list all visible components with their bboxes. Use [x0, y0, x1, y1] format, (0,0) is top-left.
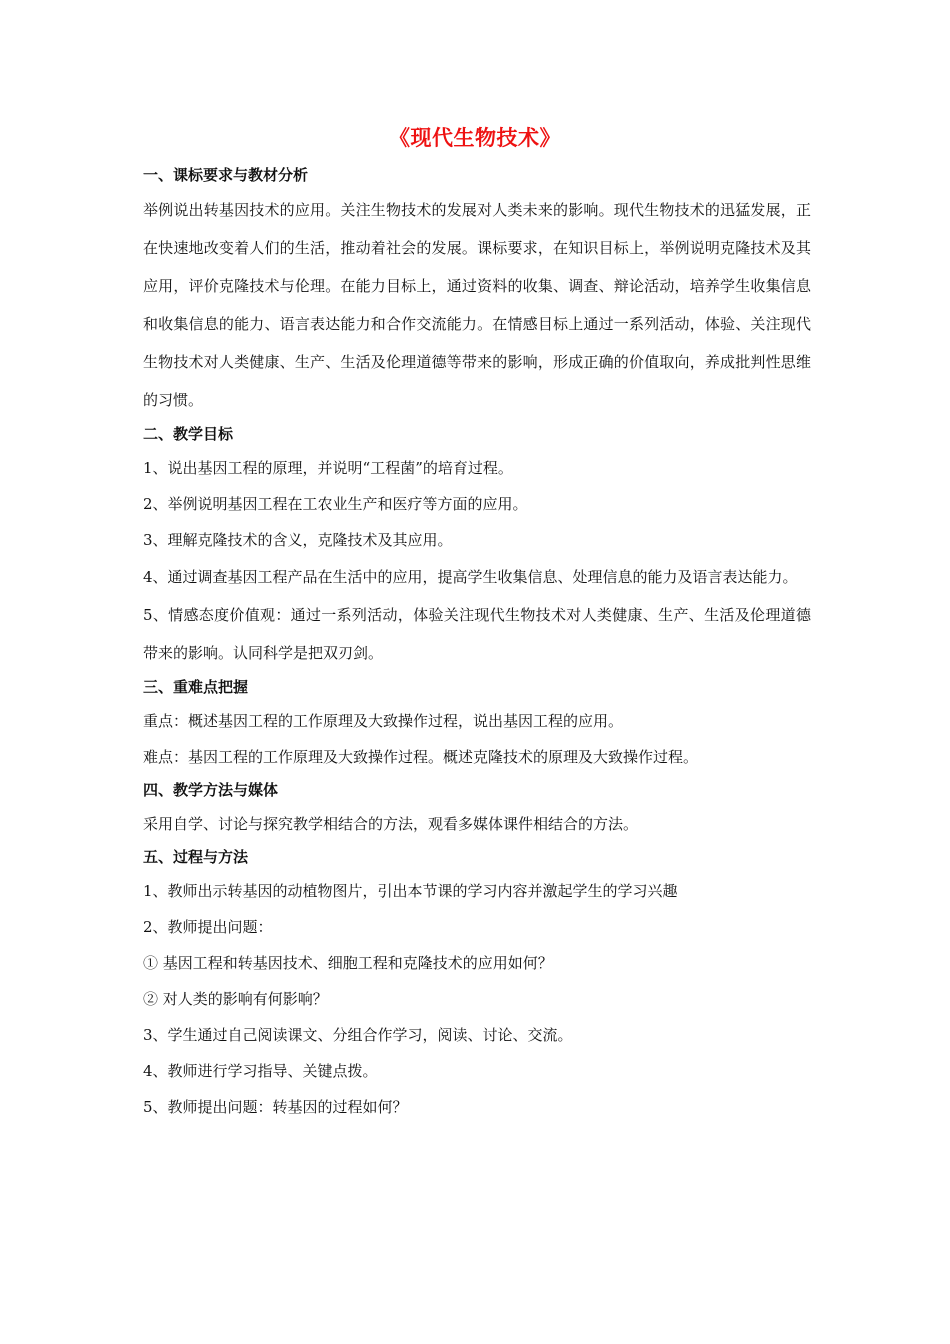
list-item: 重点：概述基因工程的工作原理及大致操作过程，说出基因工程的应用。: [143, 712, 624, 730]
document-body: [143, 160, 811, 1125]
list-item: ② 对人类的影响有何影响？: [143, 990, 328, 1008]
list-item: 2、举例说明基因工程在工农业生产和医疗等方面的应用。: [143, 495, 528, 513]
list-item: 采用自学、讨论与探究教学相结合的方法，观看多媒体课件相结合的方法。: [143, 815, 639, 833]
section-curriculum-analysis: [143, 160, 811, 419]
section-heading: 一、课标要求与教材分析: [143, 166, 309, 184]
section-heading: 五、过程与方法: [143, 848, 249, 866]
section-key-points: [143, 672, 811, 775]
section-heading: 二、教学目标: [143, 425, 234, 443]
section-heading: 三、重难点把握: [143, 678, 249, 696]
list-item: 2、教师提出问题：: [143, 918, 273, 936]
list-item: 1、说出基因工程的原理，并说明“工程菌”的培育过程。: [143, 459, 513, 477]
section-paragraph: 举例说出转基因技术的应用。关注生物技术的发展对人类未来的影响。现代生物技术的迅猛发展，正在快速地改变着人们的生活，推动着社会的发展。课标要求，在知识目标上，举例说明克隆技术及其应用，评价克隆技术与伦理。在能力目标上，通过资料的收集、调查、辩论活动，培养学生收集信息和收集信息的能力、语言表达能力和合作交流能力。在情感目标上通过一系列活动，体验、关注现代生物技术对人类健康、生产、生活及伦理道德等带来的影响，形成正确的价值取向，养成批判性思维的习惯。: [143, 201, 811, 409]
list-item: 1、教师出示转基因的动植物图片，引出本节课的学习内容并激起学生的学习兴趣: [143, 882, 678, 900]
section-methods-media: [143, 775, 811, 842]
list-item: 3、理解克隆技术的含义，克隆技术及其应用。: [143, 531, 453, 549]
section-heading: 四、教学方法与媒体: [143, 781, 279, 799]
list-item: 5、情感态度价值观：通过一系列活动，体验关注现代生物技术对人类健康、生产、生活及伦理道德带来的影响。认同科学是把双刃剑。: [143, 606, 811, 662]
list-item: 3、学生通过自己阅读课文、分组合作学习，阅读、讨论、交流。: [143, 1026, 573, 1044]
list-item: 4、通过调查基因工程产品在生活中的应用，提高学生收集信息、处理信息的能力及语言表达能力。: [143, 568, 798, 586]
document-title: 《现代生物技术》: [389, 125, 561, 150]
list-item: ① 基因工程和转基因技术、细胞工程和克隆技术的应用如何？: [143, 954, 553, 972]
section-process-methods: [143, 842, 811, 1125]
list-item: 4、教师进行学习指导、关键点拨。: [143, 1062, 378, 1080]
section-teaching-objectives: [143, 419, 811, 672]
list-item: 难点：基因工程的工作原理及大致操作过程。概述克隆技术的原理及大致操作过程。: [143, 748, 699, 766]
list-item: 5、教师提出问题：转基因的过程如何？: [143, 1098, 408, 1116]
